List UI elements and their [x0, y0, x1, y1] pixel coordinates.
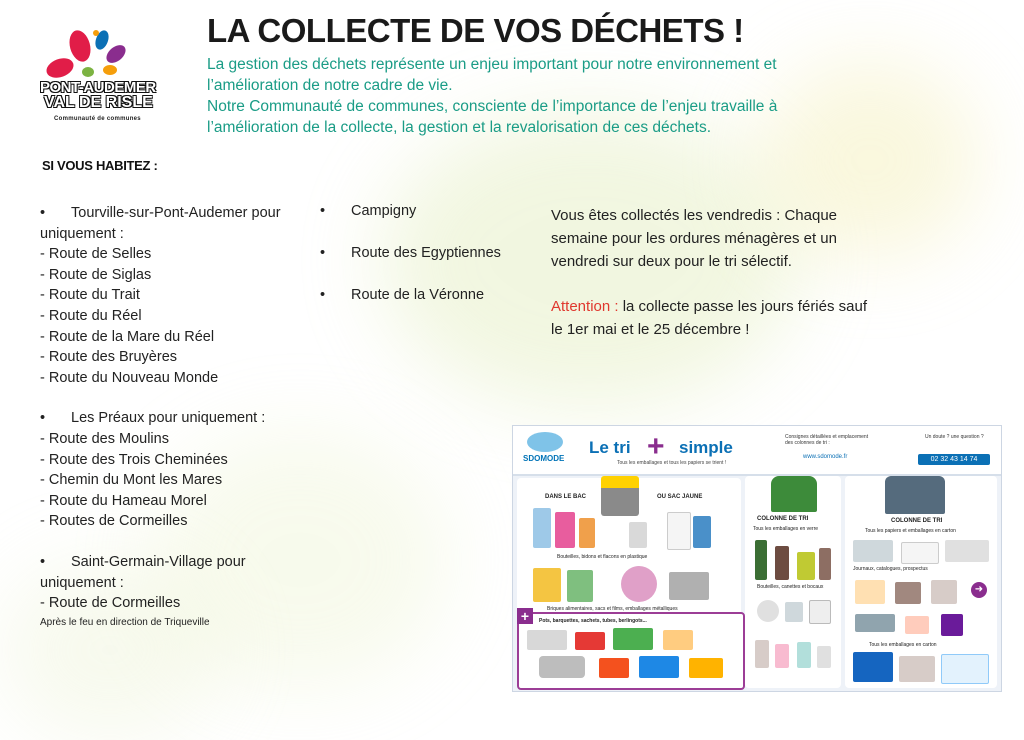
paper-icon: [905, 616, 929, 634]
label-bac: DANS LE BAC: [545, 494, 587, 500]
yellow-bin-icon: [601, 476, 639, 516]
poster-subtitle: Tous les emballages et tous les papiers se trient !: [617, 460, 727, 466]
attention-text: la collecte passe les jours fériés sauf le 1er mai et le 25 décembre !: [551, 298, 868, 338]
attention-label: Attention :: [551, 298, 619, 315]
road-item: - Routes de Cormeilles: [40, 513, 188, 530]
sdomode-logo-icon: [527, 432, 563, 452]
section-heading: SI VOUS HABITEZ :: [42, 158, 158, 173]
road-item: - Route de Cormeilles: [40, 595, 181, 612]
poster-panel-verre: [745, 476, 841, 688]
bullet-icon: •: [40, 553, 46, 570]
bottle-icon: [667, 512, 691, 550]
carton-icon: [533, 568, 561, 602]
book-icon: [941, 614, 963, 636]
glass-bottle-icon: [819, 548, 831, 580]
road-item: - Route des Trois Cheminées: [40, 451, 228, 468]
location-group-saint-germain: [40, 552, 310, 629]
location-heading-text: Les Préaux pour uniquement :: [71, 410, 266, 427]
road-item: - Chemin du Mont les Mares: [40, 472, 223, 489]
location-item: [320, 287, 501, 329]
logo: [40, 28, 200, 128]
plus-icon: +: [647, 430, 665, 463]
paper-icon: [855, 614, 895, 632]
glass-bottle-icon: [797, 642, 811, 668]
sub-colonne-verre: Tous les emballages en verre: [753, 526, 819, 532]
bullet-icon: •: [320, 203, 326, 219]
road-item: - Route du Réel: [40, 307, 142, 324]
caption-bottles: Bouteilles, bidons et flacons en plastique: [557, 554, 648, 560]
bullet-icon: •: [320, 245, 326, 261]
location-item: [320, 245, 501, 287]
carton-box-icon: [899, 656, 935, 682]
poster-title-right: simple: [679, 438, 733, 457]
label-sac: OU SAC JAUNE: [657, 494, 703, 500]
jar-icon: [757, 600, 779, 622]
location-heading-text: Saint-Germain-Village pour uniquement :: [40, 553, 246, 591]
glass-container-icon: [771, 476, 817, 512]
location-item-label: Campigny: [351, 203, 417, 219]
location-heading: [40, 552, 310, 593]
envelope-icon: [901, 542, 939, 564]
poster-question: Un doute ? une question ?: [925, 434, 984, 440]
bullet-icon: •: [320, 287, 326, 303]
pot-icon: [639, 656, 679, 678]
collection-info: [551, 204, 871, 363]
caption-pots: Pots, barquettes, sachets, tubes, berlingots...: [539, 618, 647, 624]
logo-line-2: VAL DE RISLE: [44, 94, 153, 111]
sorting-poster: [512, 425, 1002, 692]
location-group-tourville: [40, 203, 310, 388]
newspaper-icon: [853, 540, 893, 562]
poster-website: www.sdomode.fr: [803, 454, 848, 460]
road-item: - Route de la Mare du Réel: [40, 328, 215, 345]
bottle-icon: [579, 518, 595, 548]
arrow-right-icon: ➜: [971, 582, 987, 598]
poster-title-left: Le tri: [589, 438, 631, 457]
poster-info: Consignes détaillées et emplacement des colonnes de tri :: [785, 434, 869, 446]
paper-container-icon: [885, 476, 945, 514]
location-heading: [40, 408, 310, 429]
packet-icon: [613, 628, 653, 650]
intro-paragraph-1: La gestion des déchets représente un enjeu important pour notre environnement et l’amélioration de notre cadre de vie.: [207, 56, 777, 94]
attention-notice: [551, 295, 871, 341]
sub-colonne-papier: Tous les papiers et emballages en carton: [865, 528, 956, 534]
carton-icon: [895, 582, 921, 604]
logo-line-1: PONT-AUDEMER: [40, 79, 156, 96]
location-heading: [40, 203, 310, 244]
location-item-label: Route des Egyptiennes: [351, 245, 501, 261]
pot-icon: [599, 658, 629, 678]
location-group-les-preaux: [40, 408, 310, 532]
caption-cartons: Tous les emballages en carton: [869, 642, 937, 648]
poster-phone: 02 32 43 14 74: [918, 454, 990, 465]
tray-icon: [539, 656, 585, 678]
bullet-icon: •: [40, 205, 46, 221]
intro-text: [207, 54, 847, 138]
bag-icon: [621, 566, 657, 602]
logo-tagline: Communauté de communes: [54, 116, 141, 122]
tray-icon: [527, 630, 567, 650]
locations-column-2: [320, 203, 501, 329]
book-icon: [855, 580, 885, 604]
jar-icon: [785, 602, 803, 622]
can-icon: [567, 570, 593, 602]
caption-journaux: Journaux, catalogues, prospectus: [853, 566, 928, 572]
location-item: [320, 203, 501, 245]
bullet-icon: •: [40, 410, 46, 427]
location-heading-text: Tourville-sur-Pont-Audemer pour uniquement :: [40, 205, 281, 242]
glass-bottle-icon: [817, 646, 831, 668]
bottle-icon: [629, 522, 647, 548]
intro-paragraph-2: Notre Communauté de communes, consciente de l’importance de l’enjeu travaille à l’amélioration de la collecte, la gestion et la revalorisation de ces déchets.: [207, 98, 778, 136]
locations-column-1: [40, 203, 310, 649]
label-colonne-verre: COLONNE DE TRI: [757, 516, 809, 522]
jar-icon: [809, 600, 831, 624]
packet-icon: [575, 632, 605, 650]
road-item: - Route de Selles: [40, 246, 152, 263]
carton-box-icon: [941, 654, 989, 684]
poster-brand: SDOMODE: [523, 454, 565, 463]
label-colonne-papier: COLONNE DE TRI: [891, 518, 943, 524]
road-item: - Route des Moulins: [40, 430, 169, 447]
collection-schedule: Vous êtes collectés les vendredis : Chaque semaine pour les ordures ménagères et un vendredi sur deux pour le tri sélectif.: [551, 207, 838, 270]
bottle-icon: [533, 508, 551, 548]
road-item: - Route du Nouveau Monde: [40, 369, 219, 386]
magazine-icon: [945, 540, 989, 562]
pot-icon: [689, 658, 723, 678]
cans-icon: [669, 572, 709, 600]
road-item: - Route de Siglas: [40, 266, 152, 283]
carton-icon: [931, 580, 957, 604]
bottle-icon: [693, 516, 711, 548]
page-title: LA COLLECTE DE VOS DÉCHETS !: [207, 12, 744, 49]
caption-briques: Briques alimentaires, sacs et films, emballages métalliques: [547, 606, 678, 612]
jar-icon: [797, 552, 815, 580]
glass-bottle-icon: [755, 540, 767, 580]
road-note: Après le feu en direction de Triqueville: [40, 616, 210, 628]
glass-bottle-icon: [755, 640, 769, 668]
location-item-label: Route de la Véronne: [351, 287, 485, 303]
road-item: - Route du Trait: [40, 287, 140, 304]
road-item: - Route du Hameau Morel: [40, 492, 207, 509]
caption-verre: Bouteilles, canettes et bocaux: [757, 584, 824, 590]
road-item: - Route des Bruyères: [40, 349, 178, 366]
poster-header: [513, 426, 1001, 476]
glass-bottle-icon: [775, 546, 789, 580]
carton-box-icon: [853, 652, 893, 682]
tube-icon: [663, 630, 693, 650]
glass-bottle-icon: [775, 644, 789, 668]
plus-badge-icon: +: [517, 608, 533, 624]
bottle-icon: [555, 512, 575, 548]
